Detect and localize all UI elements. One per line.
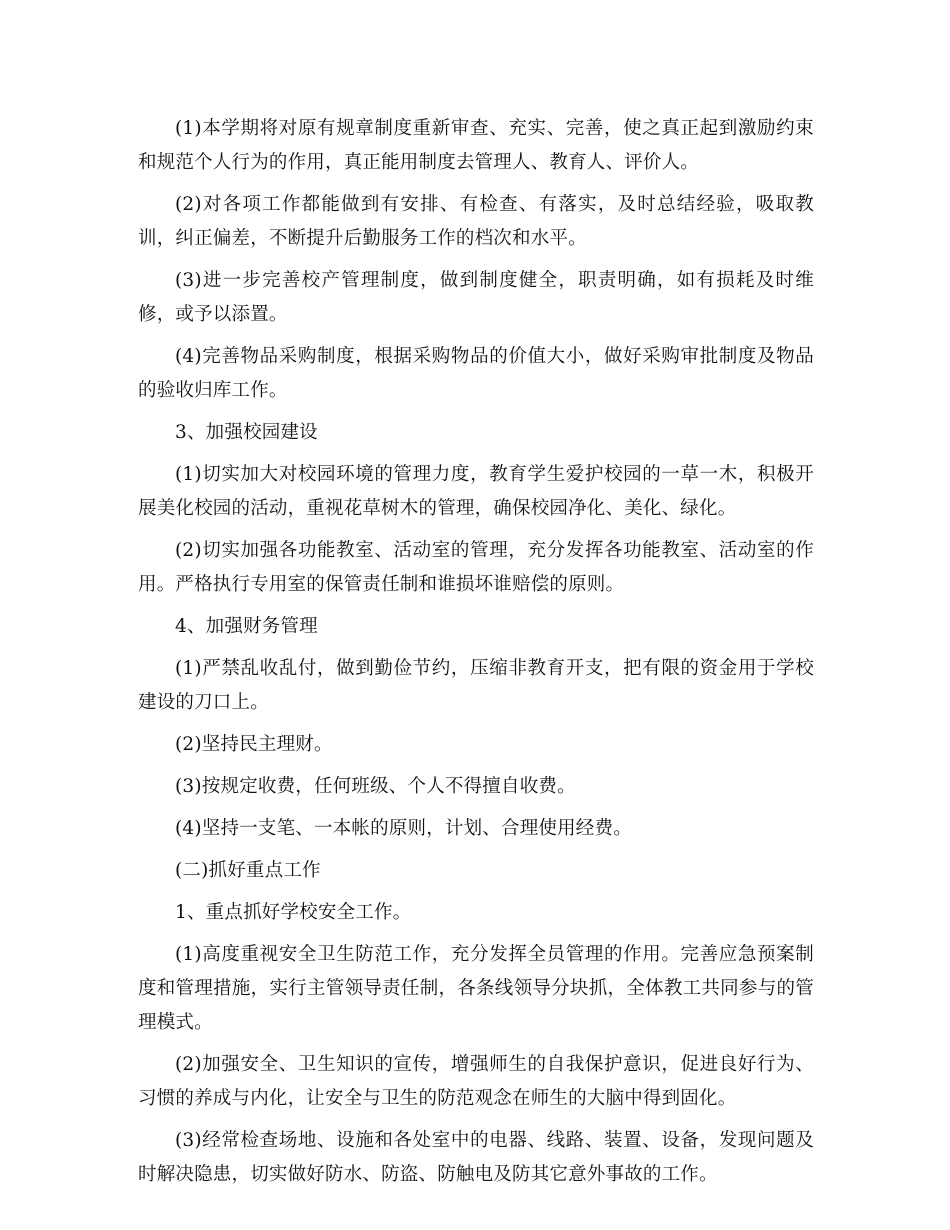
paragraph-1-3-property: (3)进一步完善校产管理制度，做到制度健全，职责明确，如有损耗及时维修，或予以添置。 bbox=[138, 270, 814, 325]
paragraph-safety-3: (3)经常检查场地、设施和各处室中的电器、线路、装置、设备，发现问题及时解决隐患，切实做好防水、防盗、防触电及防其它意外事故的工作。 bbox=[138, 1130, 814, 1185]
paragraph-3-1-environment: (1)切实加大对校园环境的管理力度，教育学生爱护校园的一草一木，积极开展美化校园的活动，重视花草树木的管理，确保校园净化、美化、绿化。 bbox=[138, 464, 814, 519]
paragraph-4-2-democratic: (2)坚持民主理财。 bbox=[175, 734, 333, 755]
paragraph-safety-1: (1)高度重视安全卫生防范工作，充分发挥全员管理的作用。完善应急预案制度和管理措施，实行主管领导责任制，各条线领导分块抓，全体教工共同参与的管理模式。 bbox=[138, 944, 814, 1033]
section-heading-campus: 3、加强校园建设 bbox=[175, 422, 318, 443]
paragraph-4-3-fees: (3)按规定收费，任何班级、个人不得擅自收费。 bbox=[175, 776, 576, 797]
paragraph-1-4-purchasing: (4)完善物品采购制度，根据采购物品的价值大小，做好采购审批制度及物品的验收归库工作。 bbox=[138, 346, 814, 401]
subheading-safety: 1、重点抓好学校安全工作。 bbox=[175, 902, 412, 923]
section-heading-finance: 4、加强财务管理 bbox=[175, 616, 318, 637]
paragraph-3-2-classrooms: (2)切实加强各功能教室、活动室的管理，充分发挥各功能教室、活动室的作用。严格执行专用室的保管责任制和谁损坏谁赔偿的原则。 bbox=[138, 540, 814, 595]
section-heading-key-work: (二)抓好重点工作 bbox=[175, 860, 321, 881]
document-body bbox=[138, 112, 814, 1200]
paragraph-safety-2: (2)加强安全、卫生知识的宣传，增强师生的自我保护意识，促进良好行为、习惯的养成与内化，让安全与卫生的防范观念在师生的大脑中得到固化。 bbox=[138, 1054, 814, 1109]
paragraph-4-4-budget: (4)坚持一支笔、一本帐的原则，计划、合理使用经费。 bbox=[175, 818, 632, 839]
paragraph-1-1-rules: (1)本学期将对原有规章制度重新审查、充实、完善，使之真正起到激励约束和规范个人行为的作用，真正能用制度去管理人、教育人、评价人。 bbox=[138, 118, 814, 173]
paragraph-1-2-work: (2)对各项工作都能做到有安排、有检查、有落实，及时总结经验，吸取教训，纠正偏差，不断提升后勤服务工作的档次和水平。 bbox=[138, 194, 814, 249]
paragraph-4-1-spending: (1)严禁乱收乱付，做到勤俭节约，压缩非教育开支，把有限的资金用于学校建设的刀口上。 bbox=[138, 658, 814, 713]
